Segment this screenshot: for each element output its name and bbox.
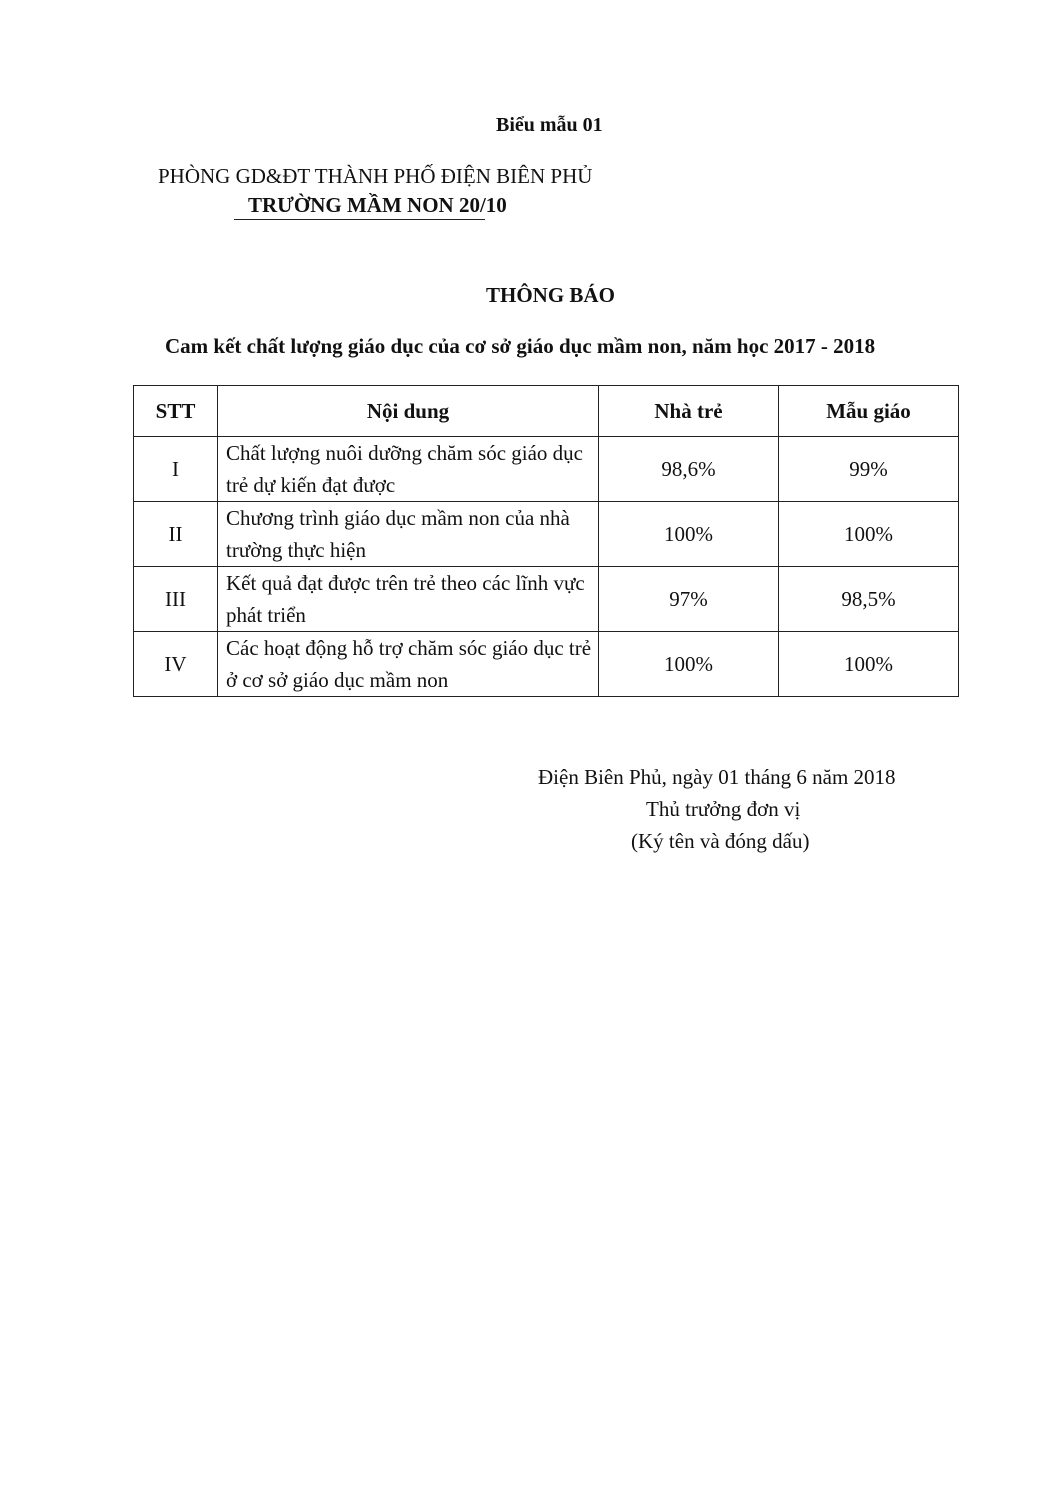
header-nursery: Nhà trẻ	[599, 386, 779, 437]
table-row	[134, 567, 959, 632]
row-content: Chương trình giáo dục mầm non của nhà trường thực hiện	[218, 502, 599, 567]
row-kindergarten-value: 100%	[779, 632, 959, 697]
row-kindergarten-value: 98,5%	[779, 567, 959, 632]
row-nursery-value: 98,6%	[599, 437, 779, 502]
school-name: TRƯỜNG MẦM NON 20/10	[248, 193, 507, 217]
row-kindergarten-value: 99%	[779, 437, 959, 502]
school-underline	[234, 219, 485, 220]
notice-subtitle: Cam kết chất lượng giáo dục của cơ sở giáo dục mầm non, năm học 2017 - 2018	[165, 334, 876, 358]
row-stt: II	[134, 502, 218, 567]
row-content: Kết quả đạt được trên trẻ theo các lĩnh vực phát triển	[218, 567, 599, 632]
row-stt: IV	[134, 632, 218, 697]
notice-title: THÔNG BÁO	[486, 283, 615, 307]
row-content: Các hoạt động hỗ trợ chăm sóc giáo dục trẻ ở cơ sở giáo dục mầm non	[218, 632, 599, 697]
row-nursery-value: 100%	[599, 632, 779, 697]
row-stt: III	[134, 567, 218, 632]
signature-place-date: Điện Biên Phủ, ngày 01 tháng 6 năm 2018	[538, 765, 896, 789]
row-kindergarten-value: 100%	[779, 502, 959, 567]
table-header-row	[134, 386, 959, 437]
row-nursery-value: 100%	[599, 502, 779, 567]
form-number: Biểu mẫu 01	[496, 114, 603, 136]
row-nursery-value: 97%	[599, 567, 779, 632]
signature-title: Thủ trưởng đơn vị	[646, 797, 801, 821]
signature-note: (Ký tên và đóng dấu)	[631, 829, 810, 853]
row-stt: I	[134, 437, 218, 502]
header-content: Nội dung	[218, 386, 599, 437]
commitment-table	[133, 385, 959, 697]
table-row	[134, 437, 959, 502]
table-row	[134, 502, 959, 567]
table-row	[134, 632, 959, 697]
header-kindergarten: Mẫu giáo	[779, 386, 959, 437]
header-stt: STT	[134, 386, 218, 437]
department-name: PHÒNG GD&ĐT THÀNH PHỐ ĐIỆN BIÊN PHỦ	[158, 164, 593, 188]
row-content: Chất lượng nuôi dưỡng chăm sóc giáo dục trẻ dự kiến đạt được	[218, 437, 599, 502]
